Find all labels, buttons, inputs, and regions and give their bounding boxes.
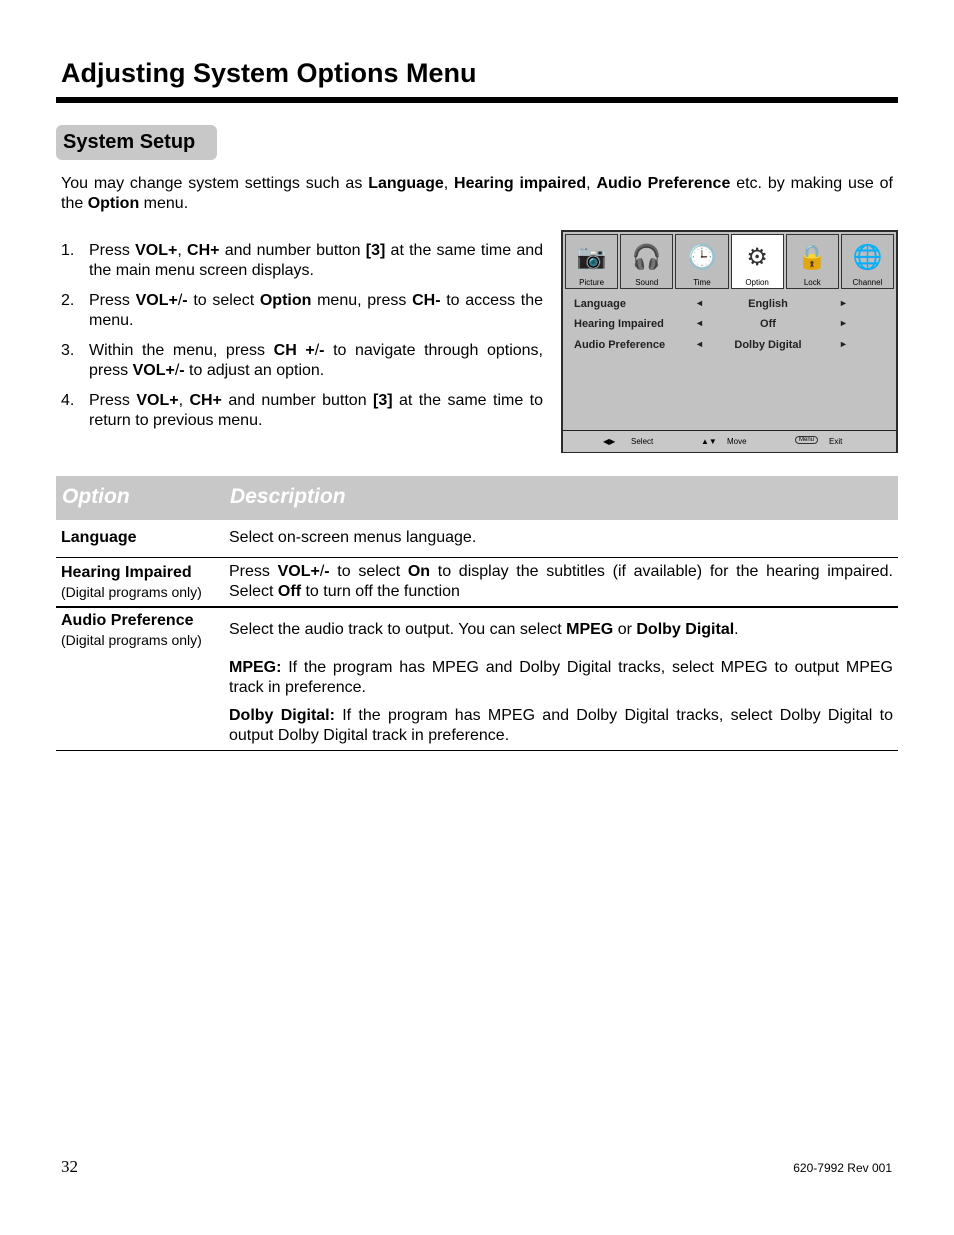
option-icon: ⚙ — [746, 244, 768, 271]
tv-menu-screenshot — [561, 230, 898, 453]
table-bottom-rule — [56, 750, 898, 751]
tv-menu-panel — [563, 232, 896, 451]
tab-picture: 📷 Picture — [565, 234, 618, 289]
list-item: 3. Within the menu, press CH +/- to navigate through options, press VOL+/- to adjust an option. — [61, 342, 543, 379]
description-hearing-impaired: Press VOL+/- to select On to display the subtitles (if available) for the hearing impaired. Select Off to turn off the function — [229, 563, 893, 600]
right-arrow-icon: ► — [839, 298, 848, 308]
left-arrow-icon: ◄ — [695, 318, 704, 328]
tv-row-audio-preference: Audio Preference ◄ Dolby Digital ► — [574, 339, 848, 351]
menu-key-icon: Menu — [795, 436, 818, 444]
right-arrow-icon: ► — [839, 339, 848, 349]
left-arrow-icon: ◄ — [695, 339, 704, 349]
title-rule — [56, 97, 898, 103]
option-note: (Digital programs only) — [61, 632, 202, 648]
tab-lock: 🔒 Lock — [786, 234, 839, 289]
table-header — [56, 476, 898, 520]
column-header-description: Description — [230, 485, 346, 508]
list-item: 4. Press VOL+, CH+ and number button [3] at the same time to return to previous menu. — [61, 392, 544, 429]
tv-row-hearing-impaired: Hearing Impaired ◄ Off ► — [574, 318, 848, 330]
left-arrow-icon: ◄ — [695, 298, 704, 308]
column-header-option: Option — [62, 485, 130, 508]
tv-menu-footer: ◀▶ Select ▲▼ Move Menu Exit — [563, 430, 896, 452]
description-audio-preference-1: Select the audio track to output. You can select MPEG or Dolby Digital. — [229, 621, 739, 638]
page-number: 32 — [61, 1157, 78, 1176]
clock-icon: 🕒 — [686, 244, 717, 271]
description-language: Select on-screen menus language. — [229, 529, 477, 546]
tab-sound: 🎧 Sound — [620, 234, 673, 289]
description-audio-preference-dolby: Dolby Digital: If the program has MPEG and Dolby Digital tracks, select Dolby Digital to output Dolby Digital track in preference. — [229, 707, 893, 744]
headphones-icon: 🎧 — [631, 244, 662, 271]
option-note: (Digital programs only) — [61, 584, 202, 600]
globe-icon: 🌐 — [852, 244, 883, 271]
option-language: Language — [61, 529, 137, 546]
camera-icon: 📷 — [576, 244, 607, 271]
tab-channel: 🌐 Channel — [841, 234, 894, 289]
lock-icon: 🔒 — [797, 244, 828, 271]
tv-menu-tabs — [565, 234, 894, 289]
document-id: 620-7992 Rev 001 — [793, 1161, 892, 1175]
description-audio-preference-mpeg: MPEG: If the program has MPEG and Dolby Digital tracks, select MPEG to output MPEG track in preference. — [229, 659, 893, 696]
tab-option: ⚙ Option — [731, 234, 784, 289]
right-arrow-icon: ► — [839, 318, 848, 328]
list-item: 2. Press VOL+/- to select Option menu, press CH- to access the menu. — [61, 292, 544, 329]
select-arrows-icon: ◀▶ — [603, 437, 616, 446]
page-title: Adjusting System Options Menu — [61, 58, 477, 88]
move-arrows-icon: ▲▼ — [701, 437, 717, 446]
row-divider — [56, 557, 898, 558]
list-item: 1. Press VOL+, CH+ and number button [3] at the same time and the main menu screen displays. — [61, 242, 544, 279]
steps-list — [61, 241, 543, 441]
option-hearing-impaired: Hearing Impaired (Digital programs only) — [61, 564, 202, 600]
intro-paragraph: You may change system settings such as Language, Hearing impaired, Audio Preference etc. by making use of the Option menu. — [61, 175, 894, 212]
option-audio-preference: Audio Preference (Digital programs only) — [61, 612, 202, 648]
tab-time: 🕒 Time — [675, 234, 728, 289]
section-title: System Setup — [63, 131, 196, 153]
tv-row-language: Language ◄ English ► — [574, 298, 848, 310]
row-divider — [56, 606, 898, 608]
section-header — [56, 125, 217, 160]
